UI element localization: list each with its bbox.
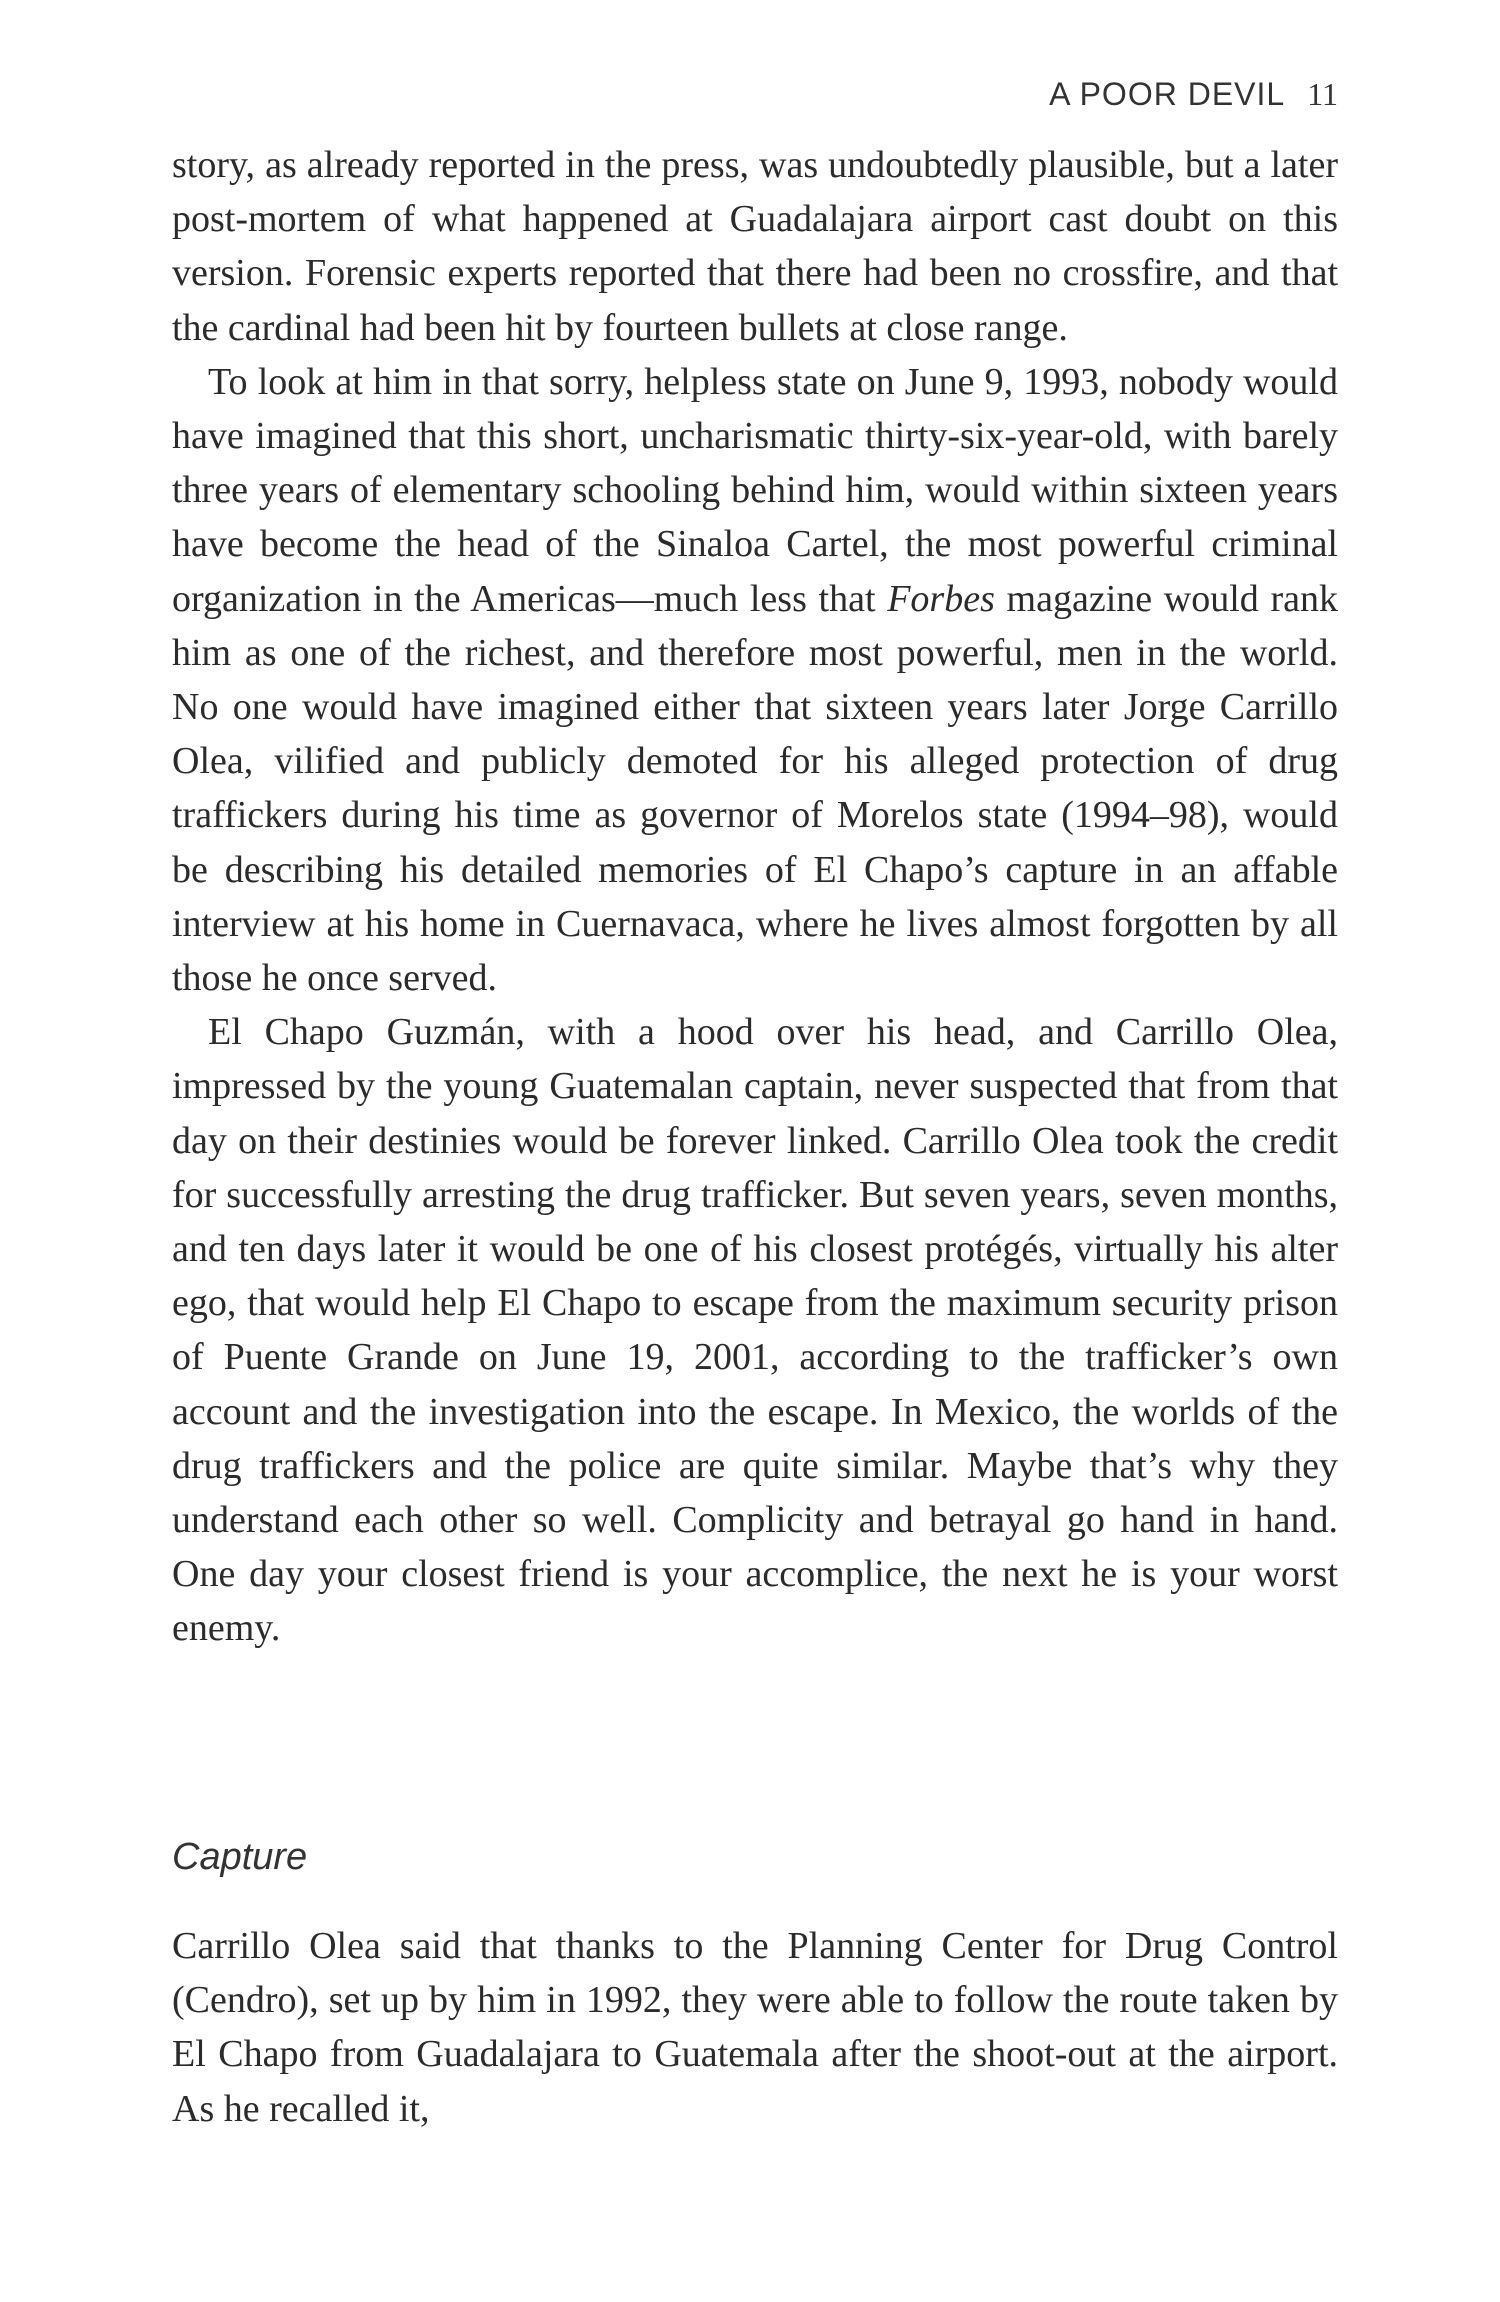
section-heading: Capture bbox=[172, 1836, 308, 1878]
forbes-title: Forbes bbox=[887, 577, 995, 620]
paragraph-text: To look at him in that sorry, helpless state on June 9, 1993, nobody would have imagined that this short, uncharismatic thirty-six-year-old, with barely three years of elementary schooling behind him, would within sixteen years have become the head of the Sinaloa Cartel, the most powerful criminal organization in the Americas—much less that bbox=[172, 360, 1338, 620]
paragraph-destinies: El Chapo Guzmán, with a hood over his head, and Carrillo Olea, impressed by the young Guatemalan captain, never suspected that from that day on their destinies would be forever linked. Carrillo Olea took the credit for successfully arresting the drug trafficker. But seven years, seven months, and ten days later it would be one of his closest protégés, virtually his alter ego, that would help El Chapo to escape from the maximum security prison of Puente Grande on June 19, 2001, according to the trafficker’s own account and the investigation into the escape. In Mexico, the worlds of the drug traffickers and the police are quite similar. Maybe that’s why they understand each other so well. Complicity and betrayal go hand in hand. One day your closest friend is your accomplice, the next he is your worst enemy. bbox=[172, 1011, 1338, 1650]
paragraph-text: magazine would rank him as one of the richest, and therefore most powerful, men in the world. No one would have imagined either that sixteen years later Jorge Carrillo Olea, vilified and publicly demoted for his alleged protection of drug traffickers during his time as governor of Morelos state (1994–98), would be describing his detailed memories of El Chapo’s capture in an affable interview at his home in Cuernavaca, where he lives almost forgotten by all those he once served. bbox=[172, 577, 1338, 1000]
running-head bbox=[172, 76, 1338, 113]
page-number: 11 bbox=[1307, 76, 1338, 112]
paragraph-continued: story, as already reported in the press, was undoubtedly plausible, but a later post-mortem of what happened at Guadalajara airport cast doubt on this version. Forensic experts reported that there had been no crossfire, and that the cardinal had been hit by fourteen bullets at close range. bbox=[172, 144, 1338, 349]
paragraph-sorry-state bbox=[172, 355, 1338, 1005]
body-text bbox=[172, 138, 1338, 1656]
section-text bbox=[172, 1919, 1338, 2136]
paragraph-capture: Carrillo Olea said that thanks to the Planning Center for Drug Control (Cendro), set up by him in 1992, they were able to follow the route taken by El Chapo from Guadalajara to Guatemala after the shoot-out at the airport. As he recalled it, bbox=[172, 1925, 1338, 2130]
running-head-title: A POOR DEVIL bbox=[1049, 76, 1286, 112]
